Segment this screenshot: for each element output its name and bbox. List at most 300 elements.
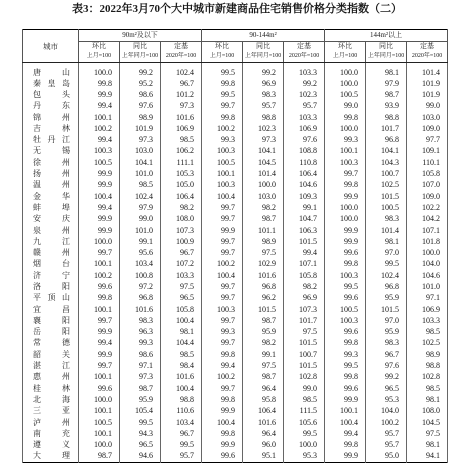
over-144-fixed-base-value: 99.0 <box>407 101 448 112</box>
city-name-cell: 襄阳 <box>23 315 79 326</box>
over-144-mom-value: 99.7 <box>325 168 366 179</box>
over-144-yoy-value: 98.8 <box>366 112 407 123</box>
90-144-mom-value: 99.7 <box>202 315 243 326</box>
city-name-cell: 吉林 <box>23 123 79 134</box>
90-144-yoy-value: 97.3 <box>243 134 284 145</box>
under-90-yoy-value: 101.0 <box>120 225 161 236</box>
90-144-fixed-base-value: 103.3 <box>284 112 325 123</box>
table-row <box>23 63 448 79</box>
over-144-mom-value: 100.1 <box>325 146 366 157</box>
metric-header-yoy: 同比 <box>366 42 407 52</box>
over-144-mom-value: 99.8 <box>325 338 366 349</box>
90-144-fixed-base-value: 106.9 <box>284 123 325 134</box>
under-90-fixed-base-value: 97.5 <box>161 281 202 292</box>
city-name-cell: 南充 <box>23 428 79 439</box>
over-144-mom-value: 99.8 <box>325 440 366 451</box>
under-90-fixed-base-value: 102.4 <box>161 63 202 79</box>
90-144-yoy-value: 103.0 <box>243 191 284 202</box>
city-name-cell: 唐山 <box>23 63 79 79</box>
over-144-fixed-base-value: 106.9 <box>407 304 448 315</box>
city-name-cell: 北海 <box>23 394 79 405</box>
base-header-last-month: 上月=100 <box>325 52 366 63</box>
over-144-yoy-value: 100.5 <box>366 202 407 213</box>
under-90-mom-value: 99.9 <box>79 89 120 100</box>
over-144-yoy-value: 97.6 <box>366 360 407 371</box>
over-144-yoy-value: 98.7 <box>366 89 407 100</box>
90-144-yoy-value: 95.7 <box>243 101 284 112</box>
under-90-yoy-value: 97.9 <box>120 202 161 213</box>
under-90-yoy-value: 99.2 <box>120 63 161 79</box>
city-name-cell: 包头 <box>23 89 79 100</box>
over-144-yoy-value: 96.5 <box>366 383 407 394</box>
city-name-cell: 遵义 <box>23 440 79 451</box>
table-row <box>23 440 448 451</box>
90-144-fixed-base-value: 101.5 <box>284 236 325 247</box>
under-90-yoy-value: 99.0 <box>120 214 161 225</box>
table-row <box>23 406 448 417</box>
over-144-yoy-value: 97.9 <box>366 78 407 89</box>
over-144-fixed-base-value: 103.3 <box>407 315 448 326</box>
under-90-yoy-value: 98.6 <box>120 349 161 360</box>
table-row <box>23 281 448 292</box>
90-144-yoy-value: 104.1 <box>243 146 284 157</box>
under-90-yoy-value: 98.3 <box>120 315 161 326</box>
under-90-yoy-value: 96.3 <box>120 327 161 338</box>
header-row-size-groups <box>23 30 448 42</box>
over-144-fixed-base-value: 101.0 <box>407 281 448 292</box>
90-144-fixed-base-value: 107.1 <box>284 259 325 270</box>
90-144-yoy-value: 98.7 <box>243 315 284 326</box>
base-header-last-year: 上年同月=100 <box>120 52 161 63</box>
under-90-mom-value: 100.5 <box>79 157 120 168</box>
over-144-mom-value: 99.8 <box>325 180 366 191</box>
table-row <box>23 146 448 157</box>
city-name-cell: 烟台 <box>23 259 79 270</box>
over-144-yoy-value: 102.5 <box>366 180 407 191</box>
metric-header-mom: 环比 <box>325 42 366 52</box>
table-row <box>23 101 448 112</box>
90-144-fixed-base-value: 95.7 <box>284 101 325 112</box>
90-144-yoy-value: 98.3 <box>243 89 284 100</box>
90-144-mom-value: 100.2 <box>202 259 243 270</box>
under-90-fixed-base-value: 103.3 <box>161 270 202 281</box>
table-header <box>23 30 448 63</box>
under-90-mom-value: 100.5 <box>79 417 120 428</box>
over-144-mom-value: 99.3 <box>325 349 366 360</box>
city-name-cell: 秦皇岛 <box>23 78 79 89</box>
over-144-mom-value: 99.0 <box>325 101 366 112</box>
over-144-yoy-value: 104.1 <box>366 146 407 157</box>
under-90-yoy-value: 103.0 <box>120 146 161 157</box>
90-144-yoy-value: 98.7 <box>243 214 284 225</box>
under-90-fixed-base-value: 98.1 <box>161 327 202 338</box>
under-90-yoy-value: 103.4 <box>120 259 161 270</box>
90-144-fixed-base-value: 107.3 <box>284 304 325 315</box>
under-90-yoy-value: 98.5 <box>120 180 161 191</box>
under-90-mom-value: 100.1 <box>79 406 120 417</box>
90-144-yoy-value: 96.8 <box>243 281 284 292</box>
90-144-mom-value: 100.3 <box>202 180 243 191</box>
under-90-mom-value: 99.7 <box>79 360 120 371</box>
under-90-yoy-value: 101.9 <box>120 123 161 134</box>
90-144-fixed-base-value: 104.6 <box>284 180 325 191</box>
90-144-fixed-base-value: 96.9 <box>284 293 325 304</box>
under-90-mom-value: 99.9 <box>79 168 120 179</box>
metric-header-fixed-base: 定基 <box>284 42 325 52</box>
90-144-fixed-base-value: 99.4 <box>284 247 325 258</box>
over-144-mom-value: 100.0 <box>325 202 366 213</box>
under-90-mom-value: 99.8 <box>79 78 120 89</box>
metric-header-fixed-base: 定基 <box>161 42 202 52</box>
table-row <box>23 89 448 100</box>
over-144-fixed-base-value: 101.9 <box>407 78 448 89</box>
over-144-mom-value: 99.4 <box>325 428 366 439</box>
under-90-mom-value: 99.4 <box>79 202 120 213</box>
under-90-yoy-value: 94.6 <box>120 451 161 463</box>
under-90-yoy-value: 96.5 <box>120 440 161 451</box>
under-90-mom-value: 100.1 <box>79 428 120 439</box>
over-144-fixed-base-value: 97.5 <box>407 428 448 439</box>
over-144-fixed-base-value: 101.4 <box>407 63 448 79</box>
table-row <box>23 315 448 326</box>
under-90-fixed-base-value: 98.2 <box>161 202 202 213</box>
under-90-fixed-base-value: 101.6 <box>161 112 202 123</box>
over-144-yoy-value: 104.0 <box>366 406 407 417</box>
city-column-header: 城市 <box>23 30 79 63</box>
over-144-fixed-base-value: 109.0 <box>407 123 448 134</box>
under-90-mom-value: 99.9 <box>79 225 120 236</box>
city-name-cell: 韶关 <box>23 349 79 360</box>
table-row <box>23 225 448 236</box>
over-144-fixed-base-value: 100.0 <box>407 247 448 258</box>
over-144-fixed-base-value: 104.2 <box>407 214 448 225</box>
under-90-fixed-base-value: 107.2 <box>161 259 202 270</box>
under-90-fixed-base-value: 101.6 <box>161 372 202 383</box>
over-144-yoy-value: 95.0 <box>366 451 407 463</box>
under-90-mom-value: 100.0 <box>79 63 120 79</box>
90-144-yoy-value: 101.4 <box>243 168 284 179</box>
over-144-fixed-base-value: 104.6 <box>407 270 448 281</box>
90-144-mom-value: 99.3 <box>202 134 243 145</box>
table-row <box>23 349 448 360</box>
under-90-mom-value: 100.1 <box>79 112 120 123</box>
table-row <box>23 236 448 247</box>
90-144-mom-value: 99.7 <box>202 281 243 292</box>
table-row <box>23 360 448 371</box>
over-144-yoy-value: 95.3 <box>366 394 407 405</box>
90-144-mom-value: 99.5 <box>202 89 243 100</box>
90-144-mom-value: 99.8 <box>202 112 243 123</box>
metric-header-yoy: 同比 <box>120 42 161 52</box>
90-144-fixed-base-value: 106.3 <box>284 225 325 236</box>
over-144-mom-value: 100.0 <box>325 78 366 89</box>
city-name-cell: 桂林 <box>23 383 79 394</box>
under-90-fixed-base-value: 106.4 <box>161 191 202 202</box>
table-row <box>23 394 448 405</box>
under-90-mom-value: 100.3 <box>79 146 120 157</box>
city-name-cell: 徐州 <box>23 157 79 168</box>
table-title: 表3：2022年3月70个大中城市新建商品住宅销售价格分类指数（二） <box>72 3 402 15</box>
city-name-cell: 常德 <box>23 338 79 349</box>
header-row-bases <box>23 52 448 63</box>
under-90-mom-value: 99.6 <box>79 281 120 292</box>
under-90-fixed-base-value: 96.7 <box>161 247 202 258</box>
over-144-mom-value: 99.6 <box>325 383 366 394</box>
city-name-cell: 平顶山 <box>23 293 79 304</box>
city-name-cell: 三亚 <box>23 406 79 417</box>
base-header-last-year: 上年同月=100 <box>243 52 284 63</box>
over-144-mom-value: 99.3 <box>325 134 366 145</box>
90-144-yoy-value: 102.9 <box>243 259 284 270</box>
over-144-mom-value: 100.3 <box>325 315 366 326</box>
90-144-mom-value: 99.7 <box>202 202 243 213</box>
over-144-yoy-value: 96.7 <box>366 349 407 360</box>
under-90-yoy-value: 96.8 <box>120 293 161 304</box>
over-144-fixed-base-value: 109.0 <box>407 191 448 202</box>
90-144-fixed-base-value: 105.8 <box>284 270 325 281</box>
under-90-yoy-value: 104.1 <box>120 157 161 168</box>
under-90-yoy-value: 97.6 <box>120 101 161 112</box>
header-row-metrics <box>23 42 448 52</box>
under-90-fixed-base-value: 96.5 <box>161 293 202 304</box>
city-name-cell: 洛阳 <box>23 281 79 292</box>
over-144-yoy-value: 101.4 <box>366 225 407 236</box>
90-144-mom-value: 100.2 <box>202 123 243 134</box>
under-90-yoy-value: 97.2 <box>120 281 161 292</box>
90-144-yoy-value: 96.2 <box>243 293 284 304</box>
under-90-fixed-base-value: 106.9 <box>161 123 202 134</box>
over-144-fixed-base-value: 110.1 <box>407 157 448 168</box>
90-144-fixed-base-value: 95.3 <box>284 451 325 463</box>
city-name-cell: 扬州 <box>23 168 79 179</box>
under-90-yoy-value: 97.3 <box>120 134 161 145</box>
90-144-yoy-value: 98.2 <box>243 202 284 213</box>
under-90-yoy-value: 99.3 <box>120 338 161 349</box>
metric-header-fixed-base: 定基 <box>407 42 448 52</box>
over-144-fixed-base-value: 102.8 <box>407 372 448 383</box>
over-144-mom-value: 99.8 <box>325 372 366 383</box>
90-144-fixed-base-value: 101.7 <box>284 315 325 326</box>
table-row <box>23 180 448 191</box>
over-144-mom-value: 100.3 <box>325 157 366 168</box>
table-row <box>23 428 448 439</box>
under-90-fixed-base-value: 107.3 <box>161 225 202 236</box>
90-144-fixed-base-value: 99.1 <box>284 202 325 213</box>
90-144-fixed-base-value: 98.2 <box>284 281 325 292</box>
under-90-fixed-base-value: 96.7 <box>161 78 202 89</box>
over-144-yoy-value: 96.8 <box>366 281 407 292</box>
90-144-mom-value: 100.1 <box>202 168 243 179</box>
over-144-yoy-value: 101.5 <box>366 191 407 202</box>
over-144-yoy-value: 97.0 <box>366 247 407 258</box>
base-header-last-year: 上年同月=100 <box>366 52 407 63</box>
over-144-fixed-base-value: 98.5 <box>407 383 448 394</box>
table-row <box>23 259 448 270</box>
table-row <box>23 247 448 258</box>
under-90-yoy-value: 98.6 <box>120 89 161 100</box>
90-144-mom-value: 99.9 <box>202 225 243 236</box>
under-90-yoy-value: 95.9 <box>120 394 161 405</box>
under-90-mom-value: 100.2 <box>79 123 120 134</box>
over-144-yoy-value: 93.9 <box>366 101 407 112</box>
over-144-fixed-base-value: 101.8 <box>407 236 448 247</box>
90-144-yoy-value: 98.9 <box>243 236 284 247</box>
under-90-fixed-base-value: 106.2 <box>161 146 202 157</box>
over-144-mom-value: 100.3 <box>325 270 366 281</box>
90-144-fixed-base-value: 106.4 <box>284 168 325 179</box>
under-90-mom-value: 100.2 <box>79 270 120 281</box>
90-144-mom-value: 99.9 <box>202 406 243 417</box>
90-144-yoy-value: 101.6 <box>243 417 284 428</box>
90-144-mom-value: 99.4 <box>202 360 243 371</box>
under-90-mom-value: 100.1 <box>79 304 120 315</box>
city-name-cell: 湛江 <box>23 360 79 371</box>
90-144-yoy-value: 95.9 <box>243 327 284 338</box>
90-144-fixed-base-value: 105.6 <box>284 417 325 428</box>
90-144-mom-value: 99.8 <box>202 349 243 360</box>
group-header-under-90: 90m²及以下 <box>79 30 202 42</box>
over-144-mom-value: 99.5 <box>325 281 366 292</box>
city-name-cell: 济宁 <box>23 270 79 281</box>
over-144-mom-value: 100.5 <box>325 304 366 315</box>
under-90-mom-value: 99.7 <box>79 315 120 326</box>
over-144-yoy-value: 98.3 <box>366 214 407 225</box>
90-144-fixed-base-value: 97.5 <box>284 327 325 338</box>
under-90-mom-value: 100.4 <box>79 191 120 202</box>
city-name-cell: 赣州 <box>23 247 79 258</box>
under-90-fixed-base-value: 104.4 <box>161 338 202 349</box>
base-header-last-month: 上月=100 <box>202 52 243 63</box>
table-row <box>23 338 448 349</box>
90-144-yoy-value: 101.5 <box>243 304 284 315</box>
over-144-mom-value: 100.4 <box>325 417 366 428</box>
over-144-mom-value: 99.9 <box>325 394 366 405</box>
under-90-yoy-value: 95.2 <box>120 78 161 89</box>
under-90-fixed-base-value: 105.0 <box>161 180 202 191</box>
city-name-cell: 安庆 <box>23 214 79 225</box>
90-144-yoy-value: 96.4 <box>243 428 284 439</box>
under-90-yoy-value: 98.9 <box>120 112 161 123</box>
group-header-over-144: 144m²以上 <box>325 30 448 42</box>
city-name-cell: 温州 <box>23 180 79 191</box>
over-144-yoy-value: 100.2 <box>366 417 407 428</box>
90-144-mom-value: 99.7 <box>202 101 243 112</box>
90-144-mom-value: 100.4 <box>202 270 243 281</box>
90-144-fixed-base-value: 111.5 <box>284 406 325 417</box>
over-144-fixed-base-value: 104.0 <box>407 259 448 270</box>
90-144-yoy-value: 96.0 <box>243 440 284 451</box>
under-90-mom-value: 99.6 <box>79 383 120 394</box>
90-144-yoy-value: 98.2 <box>243 338 284 349</box>
90-144-fixed-base-value: 102.3 <box>284 89 325 100</box>
over-144-fixed-base-value: 97.1 <box>407 293 448 304</box>
90-144-yoy-value: 97.5 <box>243 360 284 371</box>
90-144-mom-value: 99.8 <box>202 428 243 439</box>
under-90-yoy-value: 94.3 <box>120 428 161 439</box>
under-90-fixed-base-value: 103.4 <box>161 417 202 428</box>
90-144-yoy-value: 98.7 <box>243 372 284 383</box>
90-144-yoy-value: 99.1 <box>243 349 284 360</box>
under-90-mom-value: 100.1 <box>79 372 120 383</box>
table-row <box>23 191 448 202</box>
under-90-yoy-value: 97.3 <box>120 372 161 383</box>
under-90-mom-value: 99.4 <box>79 338 120 349</box>
90-144-yoy-value: 96.4 <box>243 383 284 394</box>
under-90-mom-value: 100.1 <box>79 259 120 270</box>
90-144-fixed-base-value: 99.0 <box>284 383 325 394</box>
over-144-fixed-base-value: 109.1 <box>407 146 448 157</box>
90-144-fixed-base-value: 99.2 <box>284 78 325 89</box>
90-144-mom-value: 99.6 <box>202 451 243 463</box>
over-144-mom-value: 100.5 <box>325 89 366 100</box>
under-90-fixed-base-value: 100.4 <box>161 315 202 326</box>
90-144-yoy-value: 95.8 <box>243 394 284 405</box>
90-144-mom-value: 100.2 <box>202 372 243 383</box>
city-name-cell: 丹东 <box>23 101 79 112</box>
table-row <box>23 214 448 225</box>
90-144-fixed-base-value: 102.8 <box>284 372 325 383</box>
table-row <box>23 112 448 123</box>
city-name-cell: 无锡 <box>23 146 79 157</box>
under-90-mom-value: 99.9 <box>79 180 120 191</box>
under-90-yoy-value: 101.0 <box>120 168 161 179</box>
under-90-fixed-base-value: 98.8 <box>161 394 202 405</box>
under-90-fixed-base-value: 98.4 <box>161 360 202 371</box>
90-144-yoy-value: 104.5 <box>243 157 284 168</box>
over-144-fixed-base-value: 107.0 <box>407 180 448 191</box>
table-row <box>23 383 448 394</box>
table-row <box>23 78 448 89</box>
under-90-fixed-base-value: 98.5 <box>161 349 202 360</box>
under-90-fixed-base-value: 100.9 <box>161 236 202 247</box>
90-144-yoy-value: 101.6 <box>243 270 284 281</box>
under-90-mom-value: 99.7 <box>79 247 120 258</box>
group-header-90-144: 90-144m² <box>202 30 325 42</box>
table-row <box>23 293 448 304</box>
under-90-fixed-base-value: 95.7 <box>161 451 202 463</box>
90-144-yoy-value: 102.3 <box>243 123 284 134</box>
over-144-fixed-base-value: 102.5 <box>407 338 448 349</box>
under-90-fixed-base-value: 97.3 <box>161 101 202 112</box>
city-name-cell: 惠州 <box>23 372 79 383</box>
90-144-mom-value: 99.7 <box>202 338 243 349</box>
90-144-fixed-base-value: 101.5 <box>284 360 325 371</box>
base-header-2020: 2020年=100 <box>161 52 202 63</box>
90-144-yoy-value: 95.1 <box>243 451 284 463</box>
under-90-fixed-base-value: 101.2 <box>161 89 202 100</box>
over-144-yoy-value: 95.9 <box>366 327 407 338</box>
over-144-fixed-base-value: 102.2 <box>407 202 448 213</box>
90-144-mom-value: 99.7 <box>202 247 243 258</box>
over-144-yoy-value: 99.5 <box>366 259 407 270</box>
over-144-fixed-base-value: 98.8 <box>407 360 448 371</box>
under-90-yoy-value: 99.5 <box>120 417 161 428</box>
90-144-fixed-base-value: 99.5 <box>284 428 325 439</box>
under-90-yoy-value: 97.1 <box>120 360 161 371</box>
under-90-yoy-value: 99.1 <box>120 236 161 247</box>
over-144-fixed-base-value: 107.1 <box>407 225 448 236</box>
under-90-yoy-value: 101.6 <box>120 304 161 315</box>
90-144-mom-value: 99.7 <box>202 293 243 304</box>
over-144-mom-value: 100.0 <box>325 63 366 79</box>
under-90-mom-value: 100.0 <box>79 440 120 451</box>
90-144-mom-value: 99.8 <box>202 394 243 405</box>
table-row <box>23 123 448 134</box>
90-144-fixed-base-value: 100.7 <box>284 349 325 360</box>
table-row <box>23 157 448 168</box>
table-row <box>23 270 448 281</box>
metric-header-mom: 环比 <box>202 42 243 52</box>
